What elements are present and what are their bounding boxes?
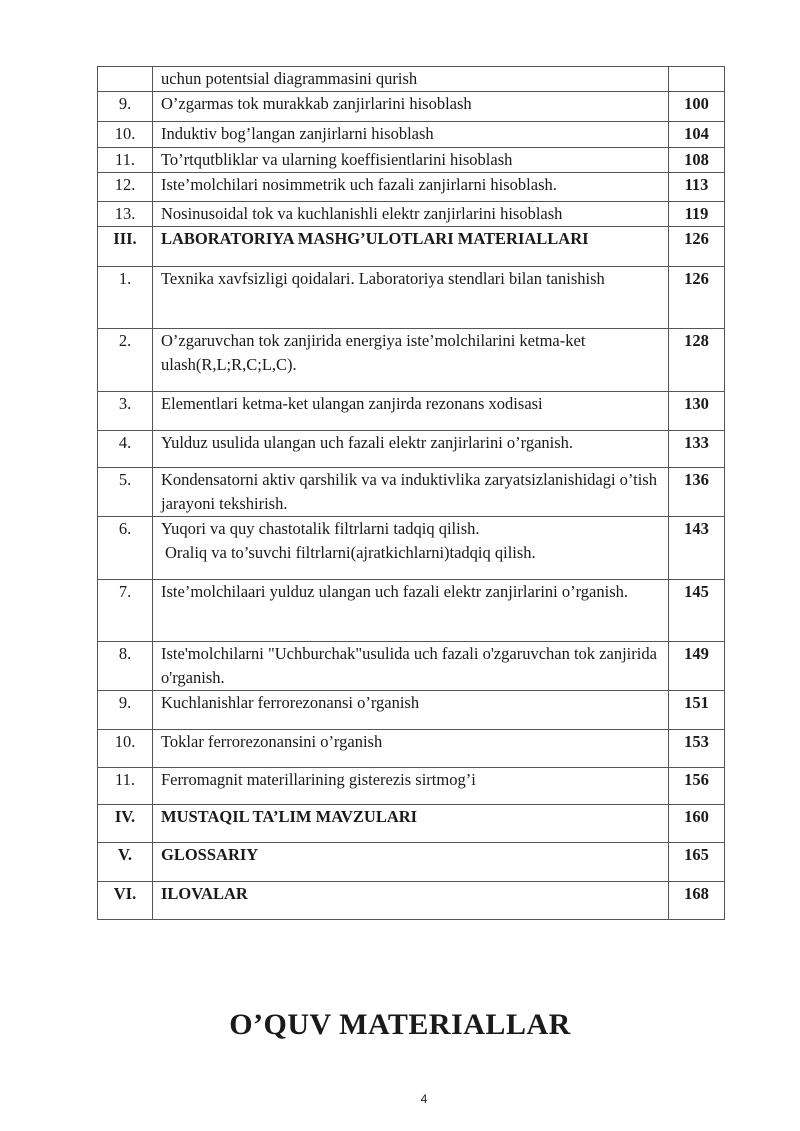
page-ref: 119	[669, 202, 725, 227]
table-row	[98, 173, 725, 202]
table-row	[98, 642, 725, 691]
section-heading: O’QUV MATERIALLAR	[229, 1008, 571, 1041]
table-row	[98, 67, 725, 92]
item-number: 11.	[98, 768, 153, 805]
table-row	[98, 882, 725, 920]
page-ref: 153	[669, 730, 725, 768]
item-number: 11.	[98, 148, 153, 173]
item-number: VI.	[98, 882, 153, 920]
page-ref: 160	[669, 805, 725, 843]
item-title-line: Yuqori va quy chastotalik filtrlarni tadqiq qilish.	[161, 519, 480, 538]
item-title	[153, 517, 669, 580]
item-title: Nosinusoidal tok va kuchlanishli elektr zanjirlarini hisoblash	[153, 202, 669, 227]
table-row	[98, 843, 725, 882]
item-title: GLOSSARIY	[153, 843, 669, 882]
table-row	[98, 517, 725, 580]
item-title: Kondensatorni aktiv qarshilik va va induktivlika zaryatsizlanishidagi o’tish jarayoni tekshirish.	[153, 468, 669, 517]
page-number: 4	[420, 1092, 428, 1106]
page-ref: 130	[669, 392, 725, 431]
item-title: Toklar ferrorezonansini o’rganish	[153, 730, 669, 768]
page-ref: 168	[669, 882, 725, 920]
item-number: 13.	[98, 202, 153, 227]
item-number: 2.	[98, 329, 153, 392]
item-title: LABORATORIYA MASHG’ULOTLARI MATERIALLARI	[153, 227, 669, 267]
item-number: 10.	[98, 122, 153, 148]
item-number: 3.	[98, 392, 153, 431]
item-title: Induktiv bog’langan zanjirlarni hisoblash	[153, 122, 669, 148]
table-row	[98, 148, 725, 173]
table-row	[98, 392, 725, 431]
table-row	[98, 805, 725, 843]
item-title: Elementlari ketma-ket ulangan zanjirda rezonans xodisasi	[153, 392, 669, 431]
page-ref: 113	[669, 173, 725, 202]
table-row	[98, 691, 725, 730]
page-ref: 104	[669, 122, 725, 148]
page-ref: 108	[669, 148, 725, 173]
page-ref: 149	[669, 642, 725, 691]
item-title: To’rtqutbliklar va ularning koeffisientlarini hisoblash	[153, 148, 669, 173]
page-ref: 100	[669, 92, 725, 122]
page-ref: 126	[669, 267, 725, 329]
item-title: Iste’molchilari nosimmetrik uch fazali zanjirlarni hisoblash.	[153, 173, 669, 202]
page-ref: 165	[669, 843, 725, 882]
page-ref: 156	[669, 768, 725, 805]
item-title: Texnika xavfsizligi qoidalari. Laboratoriya stendlari bilan tanishish	[153, 267, 669, 329]
page-ref: 151	[669, 691, 725, 730]
table-row	[98, 730, 725, 768]
item-title: Ferromagnit materillarining gisterezis sirtmog’i	[153, 768, 669, 805]
item-title: uchun potentsial diagrammasini qurish	[153, 67, 669, 92]
table-row	[98, 267, 725, 329]
table-row	[98, 329, 725, 392]
item-number: III.	[98, 227, 153, 267]
table-row	[98, 468, 725, 517]
item-title: Iste'molchilarni "Uchburchak"usulida uch fazali o'zgaruvchan tok zanjirida o'rganish.	[153, 642, 669, 691]
table-row	[98, 227, 725, 267]
table-row	[98, 202, 725, 227]
item-number: 1.	[98, 267, 153, 329]
table-row	[98, 431, 725, 468]
item-number: 7.	[98, 580, 153, 642]
item-title-line: Oraliq va to’suvchi filtrlarni(ajratkichlarni)tadqiq qilish.	[165, 543, 536, 562]
page-ref: 136	[669, 468, 725, 517]
table-row	[98, 768, 725, 805]
item-number: 9.	[98, 691, 153, 730]
item-title: Iste’molchilaari yulduz ulangan uch fazali elektr zanjirlarini o’rganish.	[153, 580, 669, 642]
item-number	[98, 67, 153, 92]
item-title: O’zgarmas tok murakkab zanjirlarini hisoblash	[153, 92, 669, 122]
table-row	[98, 122, 725, 148]
item-title: MUSTAQIL TA’LIM MAVZULARI	[153, 805, 669, 843]
item-number: 6.	[98, 517, 153, 580]
item-number: 12.	[98, 173, 153, 202]
item-number: 10.	[98, 730, 153, 768]
page-ref	[669, 67, 725, 92]
item-number: V.	[98, 843, 153, 882]
page-ref: 145	[669, 580, 725, 642]
item-number: 8.	[98, 642, 153, 691]
item-number: 4.	[98, 431, 153, 468]
page-ref: 143	[669, 517, 725, 580]
item-number: IV.	[98, 805, 153, 843]
item-title: Kuchlanishlar ferrorezonansi o’rganish	[153, 691, 669, 730]
item-title: ILOVALAR	[153, 882, 669, 920]
table-of-contents	[97, 66, 725, 920]
page-ref: 128	[669, 329, 725, 392]
page-ref: 133	[669, 431, 725, 468]
table-row	[98, 580, 725, 642]
table-row	[98, 92, 725, 122]
item-number: 5.	[98, 468, 153, 517]
item-title: Yulduz usulida ulangan uch fazali elektr zanjirlarini o’rganish.	[153, 431, 669, 468]
item-number: 9.	[98, 92, 153, 122]
page-ref: 126	[669, 227, 725, 267]
item-title: O’zgaruvchan tok zanjirida energiya iste’molchilarini ketma-ket ulash(R,L;R,C;L,C).	[153, 329, 669, 392]
